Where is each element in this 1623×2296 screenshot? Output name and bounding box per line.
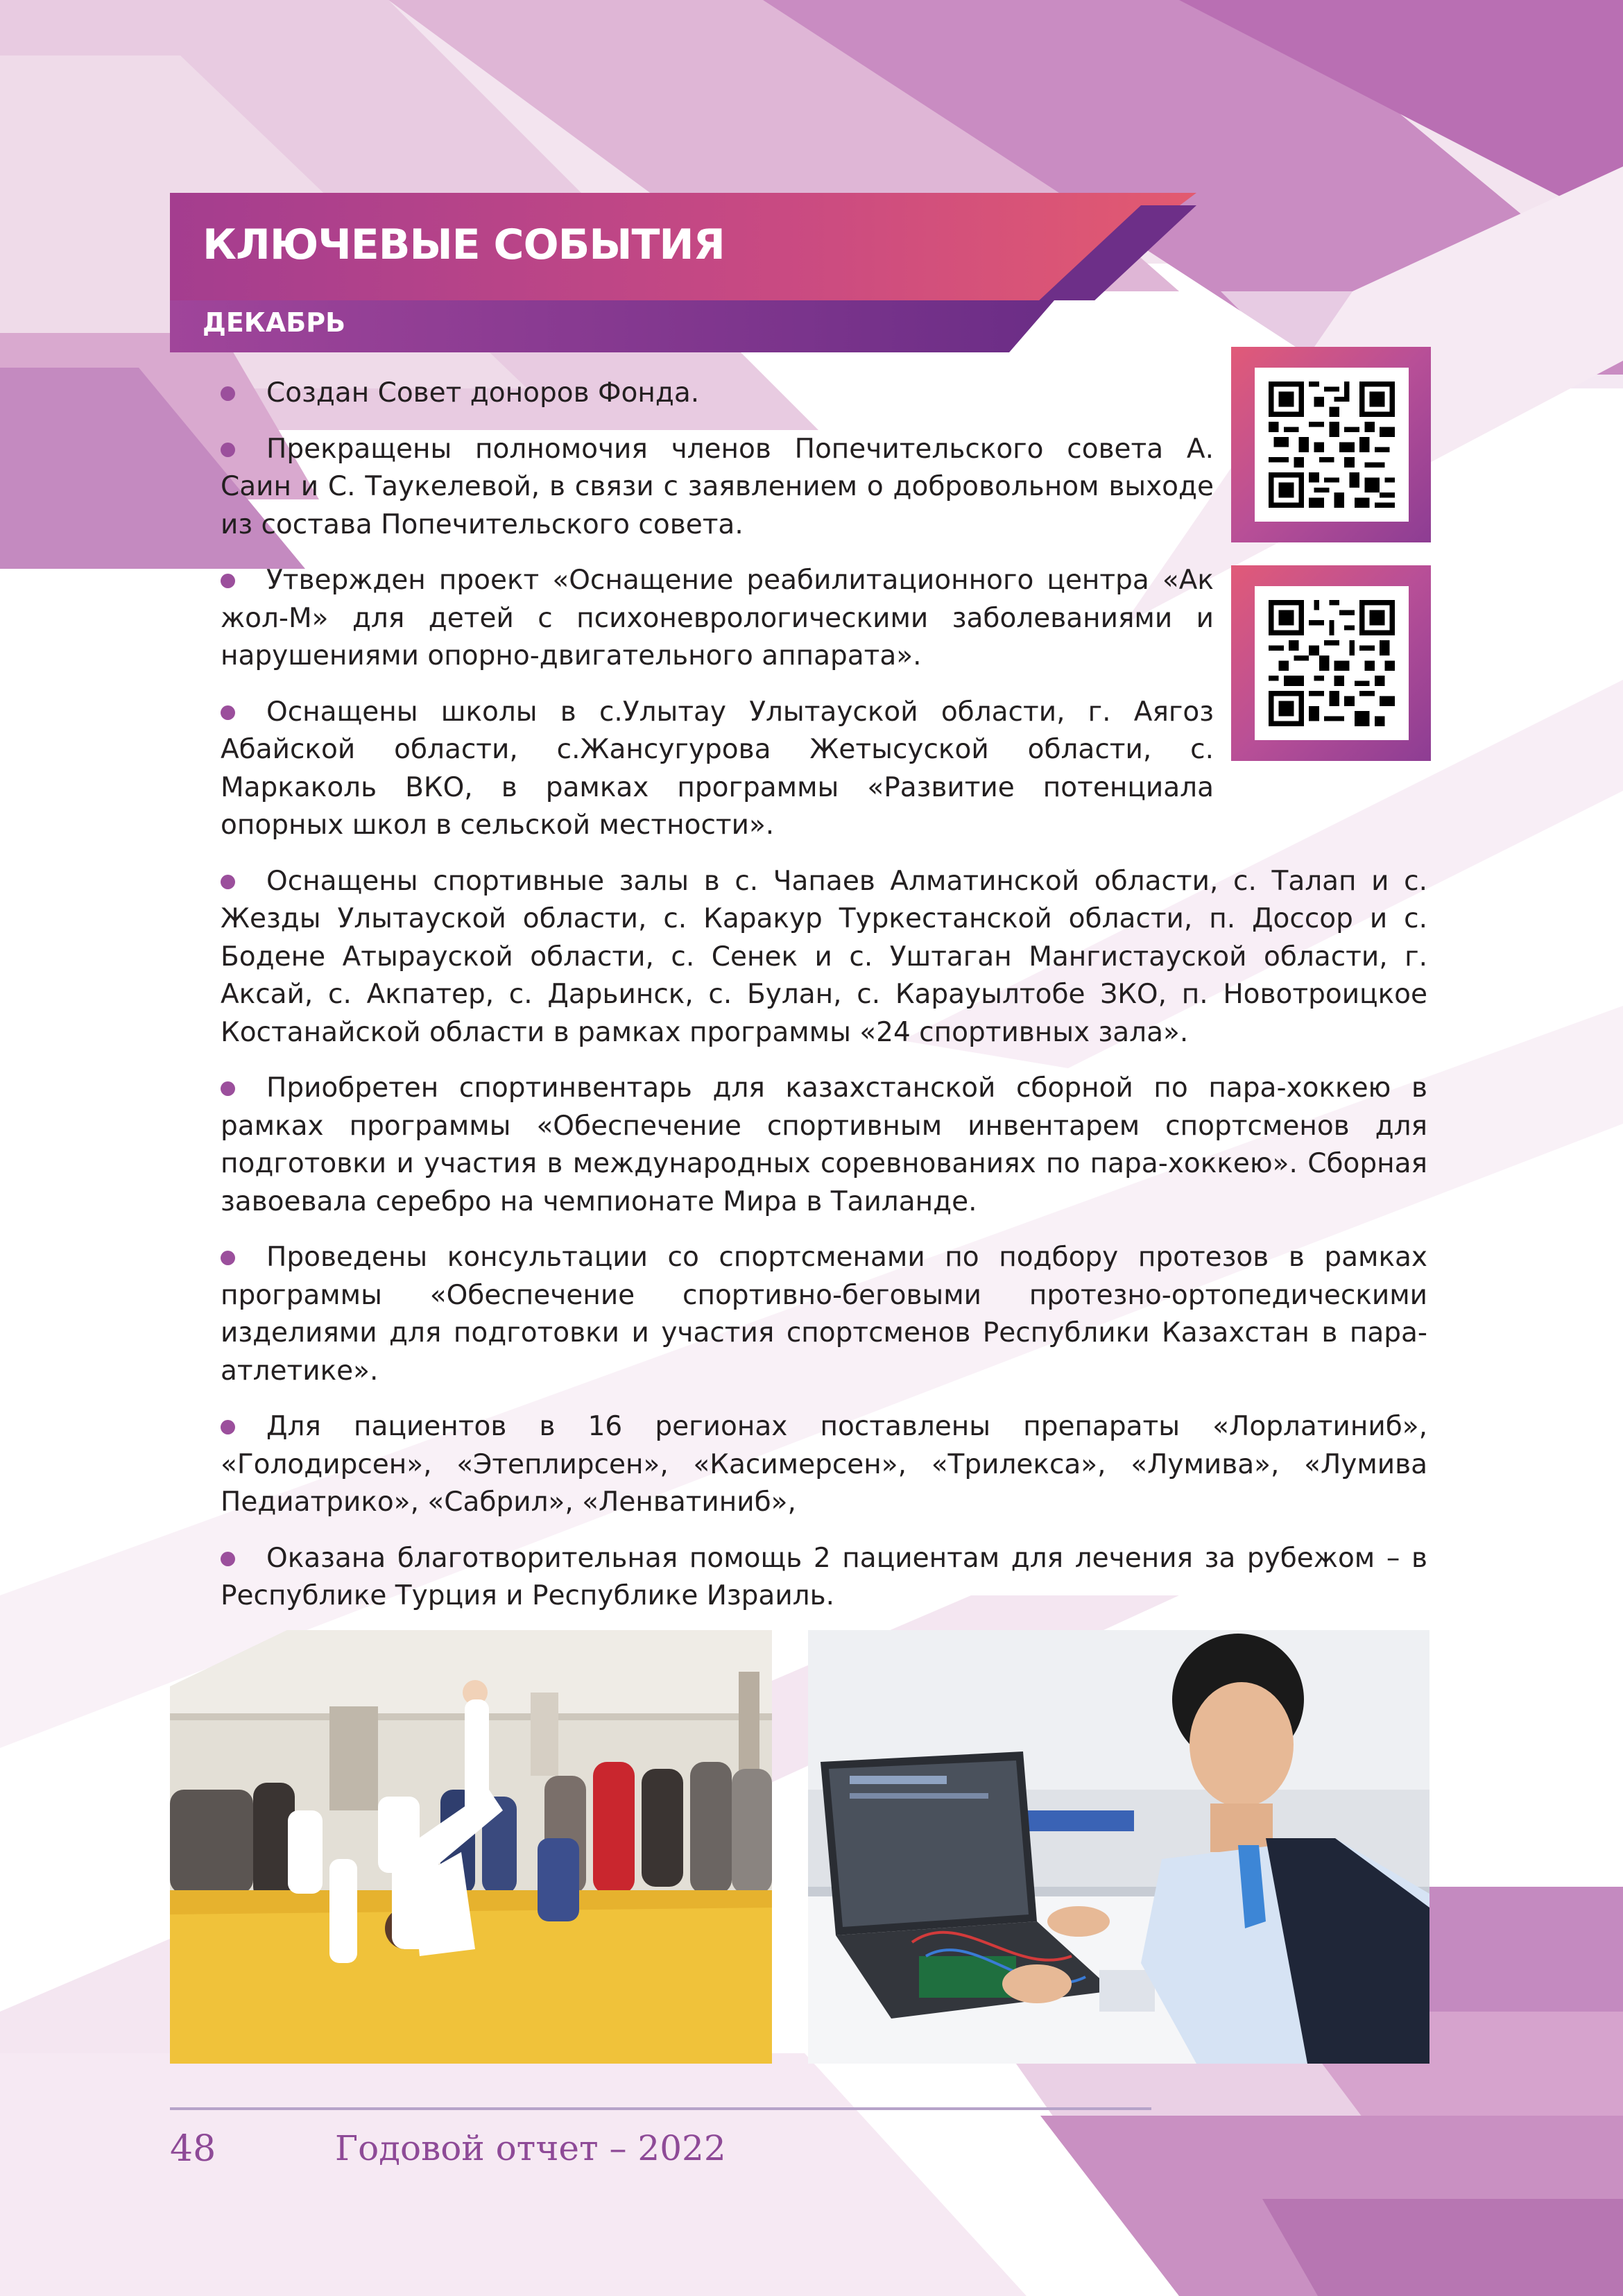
list-item: Оказана благотворительная помощь 2 пациентам для лечения за рубежом – в Республике Турция и Республике Израиль.	[221, 1540, 1427, 1616]
report-title: Годовой отчет – 2022	[335, 2128, 726, 2168]
list-item: Утвержден проект «Оснащение реабилитационного центра «Ак жол-М» для детей с психоневрологическими заболеваниями и нарушениями опорно-двигательного аппарата».	[221, 562, 1214, 676]
judo-demonstration-photo	[170, 1630, 772, 2064]
student-robotics-laptop-photo	[808, 1630, 1429, 2064]
list-item: Оснащены школы в с.Улытау Улытауской области, г. Аягоз Абайской области, с.Жансугурова Жетысуской области, с. Маркаколь ВКО, в рамках программы «Развитие потенциала опорных школ в сельской местности».	[221, 694, 1214, 845]
list-item: Прекращены полномочия членов Попечительского совета А. Саин и С. Таукелевой, в связи с заявлением о добровольном выходе из состава Попечительского совета.	[221, 431, 1214, 545]
list-item: Создан Совет доноров Фонда.	[221, 375, 1039, 413]
list-item: Проведены консультации со спортсменами по подбору протезов в рамках программы «Обеспечение спортивно-беговыми протезно-ортопедическими изделиями для подготовки и участия спортсменов Республики Казахстан в пара-атлетике».	[221, 1239, 1427, 1390]
page-number: 48	[170, 2128, 216, 2170]
list-item: Приобретен спортинвентарь для казахстанской сборной по пара-хоккею в рамках программы «Обеспечение спортивным инвентарем спортсменов для подготовки и участия в международных соревнованиях по пара-хоккею». Сборная завоевала серебро на чемпионате Мира в Таиланде.	[221, 1070, 1427, 1221]
events-list	[221, 375, 1427, 1634]
list-item: Оснащены спортивные залы в с. Чапаев Алматинской области, с. Талап и с. Жезды Улытауской области, с. Каракур Туркестанской области, п. Доссор и с. Бодене Атырауской области, с. Сенек и с. Уштаган Мангистауской области, г. Аксай, с. Акпатер, с. Дарьинск, с. Булан, с. Карауылтобе ЗКО, п. Новотроицкое Костанайской области в рамках программы «24 спортивных зала».	[221, 863, 1427, 1052]
footer-divider	[170, 2107, 1151, 2110]
page-title: КЛЮЧЕВЫЕ СОБЫТИЯ	[203, 221, 725, 269]
list-item: Для пациентов в 16 регионах поставлены препараты «Лорлатиниб», «Голодирсен», «Этеплирсен», «Касимерсен», «Трилекса», «Лумива», «Лумива Педиатрико», «Сабрил», «Ленватиниб»,	[221, 1408, 1427, 1522]
month-label: ДЕКАБРЬ	[203, 307, 346, 338]
